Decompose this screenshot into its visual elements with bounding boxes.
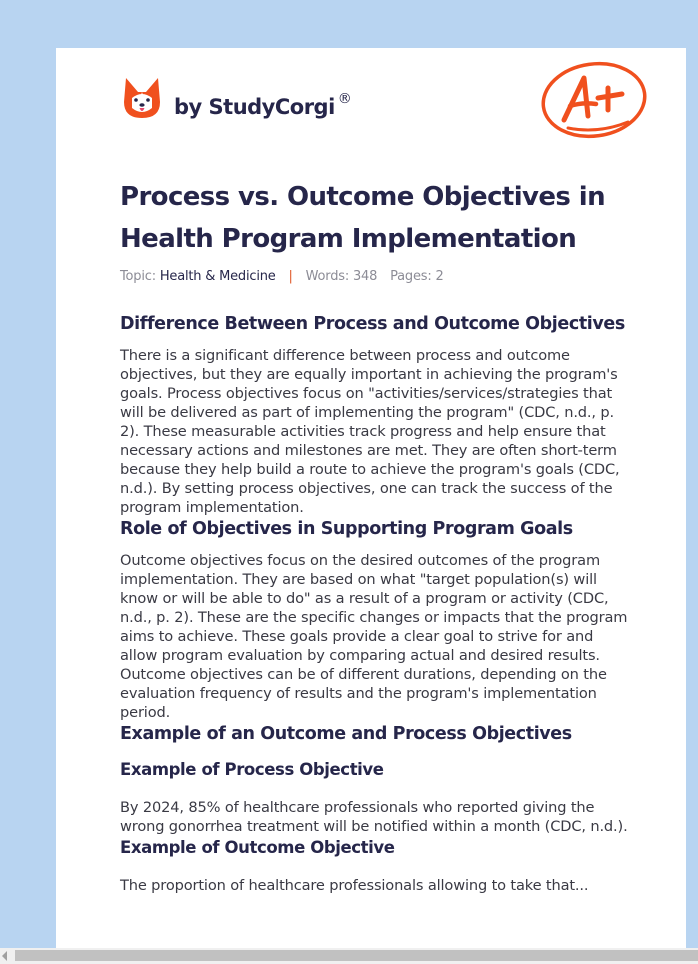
- topic-link[interactable]: Health & Medicine: [159, 269, 276, 284]
- scroll-left-arrow-icon[interactable]: [2, 951, 7, 961]
- a-plus-grade-icon: [538, 58, 650, 142]
- section-heading: Difference Between Process and Outcome Objectives: [120, 314, 625, 334]
- section-heading: Example of an Outcome and Process Objectives: [120, 724, 572, 744]
- document-meta: [120, 269, 444, 284]
- page-count: Pages: 2: [390, 269, 444, 284]
- corgi-icon: [122, 76, 162, 120]
- document-body: [120, 312, 634, 895]
- document-page: [56, 48, 686, 964]
- section-heading: Role of Objectives in Supporting Program Goals: [120, 519, 573, 539]
- meta-separator: |: [288, 269, 293, 284]
- section-paragraph: There is a significant difference between process and outcome objectives, but they are equally important in achieving the program's goals. Process objectives focus on "activities/services/strategies that will be delivered as part of implementing the program" (CDC, n.d., p. 2). These measurable activities track progress and help ensure that necessary actions and milestones are met. They are often short-term because they help build a route to achieve the program's goals (CDC, n.d.). By setting process objectives, one can track the success of the program implementation.: [120, 347, 620, 516]
- topic-label: Topic:: [120, 269, 156, 284]
- studycorgi-logo[interactable]: [122, 76, 351, 120]
- horizontal-scrollbar[interactable]: [0, 948, 698, 964]
- subsection-heading: Example of Process Objective: [120, 760, 384, 779]
- section-paragraph: The proportion of healthcare professionals allowing to take that...: [120, 877, 589, 894]
- word-count: Words: 348: [305, 269, 378, 284]
- section-paragraph: By 2024, 85% of healthcare professionals who reported giving the wrong gonorrhea treatment will be notified within a month (CDC, n.d.).: [120, 799, 628, 835]
- document-title: Process vs. Outcome Objectives in Health Program Implementation: [120, 182, 605, 254]
- scrollbar-thumb[interactable]: [15, 950, 698, 961]
- logo-text: by StudyCorgi ®: [174, 91, 352, 119]
- section-paragraph: Outcome objectives focus on the desired outcomes of the program implementation. They are based on what "target population(s) will know or will be able to do" as a result of a program or activity (CDC, n.d., p. 2). These are the specific changes or impacts that the program aims to achieve. These goals provide a clear goal to strive for and allow program evaluation by comparing actual and desired results. Outcome objectives can be of different durations, depending on the evaluation frequency of results and the program's implementation period.: [120, 552, 628, 721]
- subsection-heading: Example of Outcome Objective: [120, 838, 395, 857]
